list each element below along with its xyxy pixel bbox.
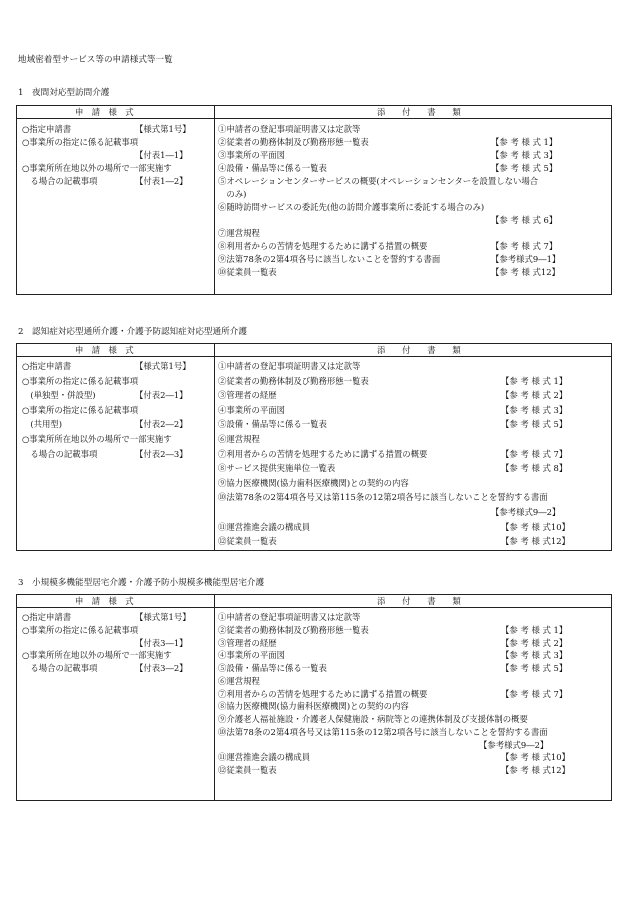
- header-attached-documents: 添 付 書 類: [377, 596, 461, 606]
- form-reference-badge: 【付表2―2】: [135, 419, 188, 430]
- form-table: [16, 343, 612, 551]
- column-divider: [214, 106, 215, 294]
- form-item-text: ○事業所の指定に係る記載事項: [22, 624, 139, 635]
- attached-document-text: ②従業者の勤務体制及び勤務形態一覧表: [218, 375, 369, 386]
- header-application-forms: 申 請 様 式: [75, 596, 134, 606]
- column-divider: [214, 344, 215, 550]
- form-reference-badge: 【付表3―1】: [135, 637, 188, 648]
- attached-document-text: ⑫従業員一覧表: [218, 765, 277, 775]
- form-reference-badge: 【様式第1号】: [135, 361, 191, 371]
- reference-form-badge: 【参考様式9―2】: [479, 739, 549, 750]
- attached-document-text: ⑧利用者からの苦情を処理するために講ずる措置の概要: [218, 241, 428, 251]
- attached-document-text: ⑧サービス提供実施単位一覧表: [218, 463, 336, 474]
- attached-document-text: ⑥随時訪問サービスの委託先(他の訪問介護事業所に委託する場合のみ): [218, 202, 485, 212]
- table-header: [17, 595, 611, 608]
- reference-form-badge: 【参 考 様 式10】: [501, 752, 570, 763]
- header-application-forms: 申 請 様 式: [75, 107, 134, 117]
- reference-form-badge: 【参 考 様 式12】: [501, 765, 570, 775]
- attached-document-text: ⑤設備・備品等に係る一覧表: [218, 663, 327, 673]
- reference-form-badge: 【参 考 様 式 5】: [491, 163, 558, 173]
- attached-document-text: ③管理者の経歴: [218, 637, 277, 648]
- form-item-text: ○事業所の指定に係る記載事項: [22, 137, 139, 147]
- attached-document-text: ①申請者の登記事項証明書又は定款等: [218, 361, 361, 371]
- document-title: 地域密着型サービス等の申請様式等一覧: [18, 55, 173, 65]
- form-item-text: ○事業所所在地以外の場所で一部実施す: [22, 650, 172, 661]
- form-table: [16, 594, 612, 801]
- reference-form-badge: 【参 考 様 式 7】: [501, 688, 568, 699]
- attached-document-text: ⑩法第78条の2第4項各号又は第115条の12第2項各号に該当しないことを誓約する書面: [218, 492, 548, 503]
- attached-document-text: ⑤設備・備品等に係る一覧表: [218, 419, 327, 430]
- attached-document-text: ⑩法第78条の2第4項各号又は第115条の12第2項各号に該当しないことを誓約する書面: [218, 726, 548, 737]
- reference-form-badge: 【参 考 様 式 2】: [501, 637, 568, 648]
- attached-document-text: ⑦利用者からの苦情を処理するために講ずる措置の概要: [218, 688, 428, 699]
- reference-form-badge: 【参 考 様 式 2】: [501, 390, 568, 401]
- attached-document-text: ③事業所の平面図: [218, 150, 285, 160]
- form-item-text: (共用型): [22, 419, 63, 430]
- column-divider: [214, 595, 215, 800]
- attached-document-text: ①申請者の登記事項証明書又は定款等: [218, 612, 361, 622]
- reference-form-badge: 【参 考 様 式 5】: [501, 419, 568, 430]
- attached-document-text: ⑪運営推進会議の構成員: [218, 752, 311, 763]
- form-reference-badge: 【付表3―2】: [135, 663, 188, 673]
- attached-document-text: ①申請者の登記事項証明書又は定款等: [218, 124, 361, 134]
- form-item-text: る場合の記載事項: [22, 448, 98, 459]
- attached-document-text: ②従業者の勤務体制及び勤務形態一覧表: [218, 137, 369, 147]
- form-item-text: ○指定申請書: [22, 361, 72, 371]
- header-application-forms: 申 請 様 式: [75, 345, 134, 355]
- reference-form-badge: 【参 考 様 式 8】: [501, 463, 568, 474]
- reference-form-badge: 【参考様式9―2】: [491, 507, 561, 517]
- form-reference-badge: 【付表1―2】: [135, 176, 188, 186]
- header-attached-documents: 添 付 書 類: [377, 107, 461, 117]
- section-heading: 2 認知症対応型通所介護・介護予防認知症対応型通所介護: [18, 327, 247, 337]
- section-heading: 3 小規模多機能型居宅介護・介護予防小規模多機能型居宅介護: [18, 578, 265, 588]
- attached-document-text: ⑦利用者からの苦情を処理するために講ずる措置の概要: [218, 448, 428, 459]
- attached-document-text: ④設備・備品等に係る一覧表: [218, 163, 327, 173]
- form-item-text: ○事業所所在地以外の場所で一部実施す: [22, 434, 172, 444]
- form-item-text: る場合の記載事項: [22, 176, 98, 186]
- reference-form-badge: 【参 考 様 式 3】: [501, 650, 568, 661]
- form-item-text: ○事業所の指定に係る記載事項: [22, 375, 139, 386]
- attached-document-text: ②従業者の勤務体制及び勤務形態一覧表: [218, 624, 369, 635]
- form-item-text: ○事業所の指定に係る記載事項: [22, 404, 139, 415]
- reference-form-badge: 【参 考 様 式 7】: [491, 241, 558, 251]
- header-attached-documents: 添 付 書 類: [377, 345, 461, 355]
- attached-document-text: ⑨法第78条の2第4項各号に該当しないことを誓約する書面: [218, 254, 441, 264]
- section-heading: 1 夜間対応型訪問介護: [18, 88, 110, 98]
- attached-document-text: ⑩従業員一覧表: [218, 267, 277, 277]
- attached-document-text: ⑥運営規程: [218, 434, 260, 444]
- attached-document-text: ⑥運営規程: [218, 675, 260, 686]
- reference-form-badge: 【参 考 様 式12】: [501, 536, 570, 547]
- reference-form-badge: 【参 考 様 式 3】: [501, 404, 568, 415]
- form-reference-badge: 【様式第1号】: [135, 124, 191, 134]
- attached-document-text: ⑨介護老人福祉施設・介護老人保健施設・病院等との連携体制及び支援体制の概要: [218, 714, 528, 724]
- attached-document-text: ③管理者の経歴: [218, 390, 277, 401]
- form-item-text: ○指定申請書: [22, 124, 72, 134]
- attached-document-text: ⑫従業員一覧表: [218, 536, 277, 547]
- form-reference-badge: 【様式第1号】: [135, 612, 191, 622]
- reference-form-badge: 【参 考 様 式10】: [501, 521, 570, 532]
- form-reference-badge: 【付表1―1】: [135, 150, 188, 160]
- reference-form-badge: 【参 考 様 式 6】: [491, 215, 558, 225]
- table-header: [17, 106, 611, 119]
- attached-document-text: ⑨協力医療機関(協力歯科医療機関)との契約の内容: [218, 477, 409, 488]
- form-reference-badge: 【付表2―1】: [135, 390, 188, 401]
- form-table: [16, 105, 612, 295]
- attached-document-text: ④事業所の平面図: [218, 404, 285, 415]
- form-reference-badge: 【付表2―3】: [135, 448, 188, 459]
- reference-form-badge: 【参 考 様 式12】: [491, 267, 560, 277]
- reference-form-badge: 【参考様式9―1】: [491, 254, 561, 264]
- form-item-text: る場合の記載事項: [22, 663, 98, 673]
- reference-form-badge: 【参 考 様 式 3】: [491, 150, 558, 160]
- reference-form-badge: 【参 考 様 式 5】: [501, 663, 568, 673]
- reference-form-badge: 【参 考 様 式 1】: [501, 624, 568, 635]
- form-item-text: ○指定申請書: [22, 612, 72, 622]
- attached-document-text: ⑤オペレーションセンターサービスの概要(オペレーションセンターを設置しない場合: [218, 176, 539, 186]
- attached-document-text: ④事業所の平面図: [218, 650, 285, 661]
- reference-form-badge: 【参 考 様 式 1】: [491, 137, 558, 147]
- attached-document-text: ⑦運営規程: [218, 228, 260, 238]
- attached-document-text: ⑪運営推進会議の構成員: [218, 521, 311, 532]
- table-header: [17, 344, 611, 357]
- attached-document-text: ⑧協力医療機関(協力歯科医療機関)との契約の内容: [218, 701, 409, 712]
- reference-form-badge: 【参 考 様 式 7】: [501, 448, 568, 459]
- form-item-text: (単独型・併設型): [22, 390, 96, 401]
- attached-document-text: のみ): [218, 189, 247, 199]
- form-item-text: ○事業所所在地以外の場所で一部実施す: [22, 163, 172, 173]
- reference-form-badge: 【参 考 様 式 1】: [501, 375, 568, 386]
